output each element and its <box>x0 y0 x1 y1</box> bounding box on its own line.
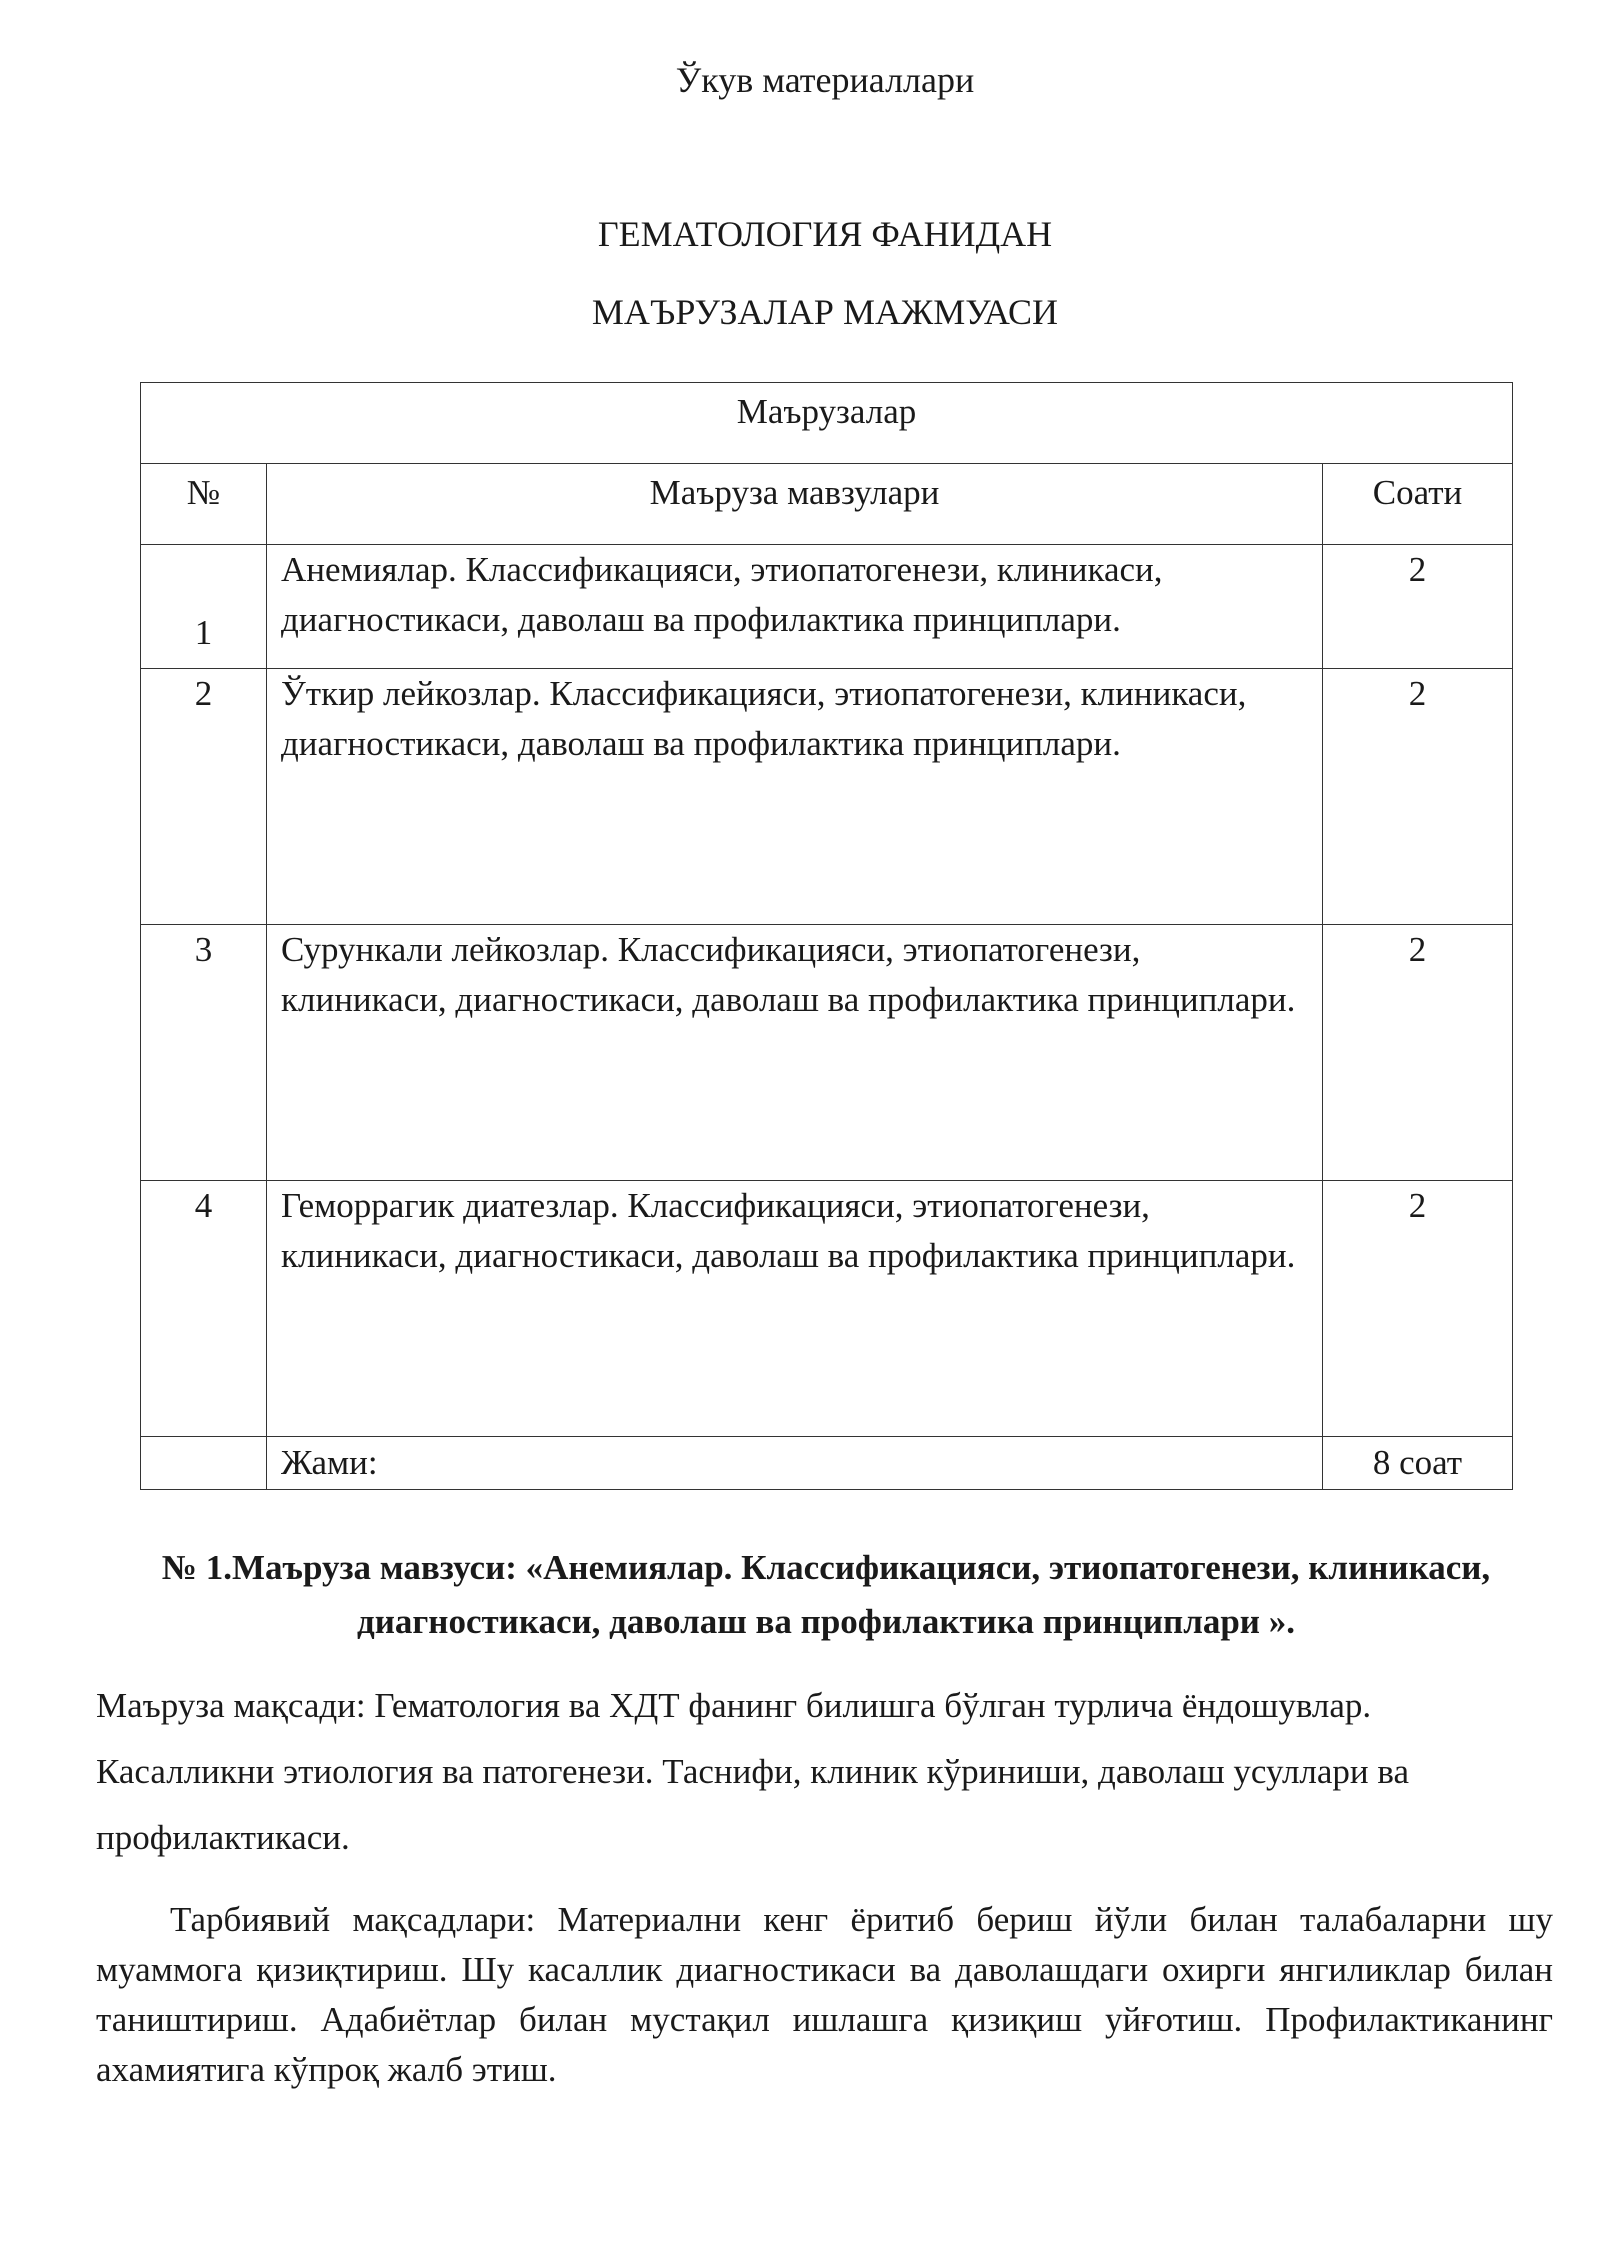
total-hours: 8 соат <box>1323 1437 1513 1490</box>
subject-title: ГЕМАТОЛОГИЯ ФАНИДАН <box>597 214 1053 254</box>
row-topic: Ўткир лейкозлар. Классификацияси, этиопатогенези, клиникаси, диагностикаси, даволаш ва профилактика принциплари. <box>267 669 1323 925</box>
row-hours: 2 <box>1323 545 1513 669</box>
column-header-hours: Соати <box>1323 464 1513 545</box>
row-hours: 2 <box>1323 925 1513 1181</box>
table-caption-row <box>141 383 1513 464</box>
table-row <box>141 925 1513 1181</box>
row-hours: 2 <box>1323 669 1513 925</box>
row-number: 2 <box>141 669 267 925</box>
row-hours: 2 <box>1323 1181 1513 1437</box>
table-total-row <box>141 1437 1513 1490</box>
row-number: 4 <box>141 1181 267 1437</box>
row-topic: Сурункали лейкозлар. Классификацияси, этиопатогенези, клиникаси, диагностикаси, даволаш ва профилактика принциплари. <box>267 925 1323 1181</box>
lecture-1-heading: № 1.Маъруза мавзуси: «Анемиялар. Классификацияси, этиопатогенези, клиникаси, диагностикаси, даволаш ва профилактика принциплари ». <box>161 1548 1491 1641</box>
total-label: Жами: <box>267 1437 1323 1490</box>
table-row <box>141 545 1513 669</box>
row-number: 3 <box>141 925 267 1181</box>
table-row <box>141 1181 1513 1437</box>
table-caption: Маърузалар <box>141 383 1513 464</box>
table-row <box>141 669 1513 925</box>
total-empty-cell <box>141 1437 267 1490</box>
row-topic: Геморрагик диатезлар. Классификацияси, этиопатогенези, клиникаси, диагностикаси, даволаш ва профилактика принциплари. <box>267 1181 1323 1437</box>
row-number: 1 <box>141 545 267 669</box>
materials-title: Ўкув материаллари <box>675 60 975 100</box>
row-topic: Анемиялар. Классификацияси, этиопатогенези, клиникаси, диагностикаси, даволаш ва профилактика принциплари. <box>267 545 1323 669</box>
column-header-number: № <box>141 464 267 545</box>
collection-title: МАЪРУЗАЛАР МАЖМУАСИ <box>591 292 1059 332</box>
table-header-row <box>141 464 1513 545</box>
lecture-goal-paragraph: Маъруза мақсади: Гематология ва ХДТ фанинг билишга бўлган турлича ёндошувлар. Касалликни этиология ва патогенези. Таснифи, клиник кўриниши, даволаш усуллари ва профилактикаси. <box>96 1686 1409 1857</box>
lectures-table <box>140 382 1513 1490</box>
column-header-topic: Маъруза мавзулари <box>267 464 1323 545</box>
educational-goals-paragraph: Тарбиявий мақсадлари: Материални кенг ёритиб бериш йўли билан талабаларни шу муаммога қизиқтириш. Шу касаллик диагностикаси ва даволашдаги охирги янгиликлар билан таништириш. Адабиётлар билан мустақил ишлашга қизиқиш уйғотиш. Профилактиканинг ахамиятига кўпроқ жалб этиш. <box>96 1900 1553 2089</box>
